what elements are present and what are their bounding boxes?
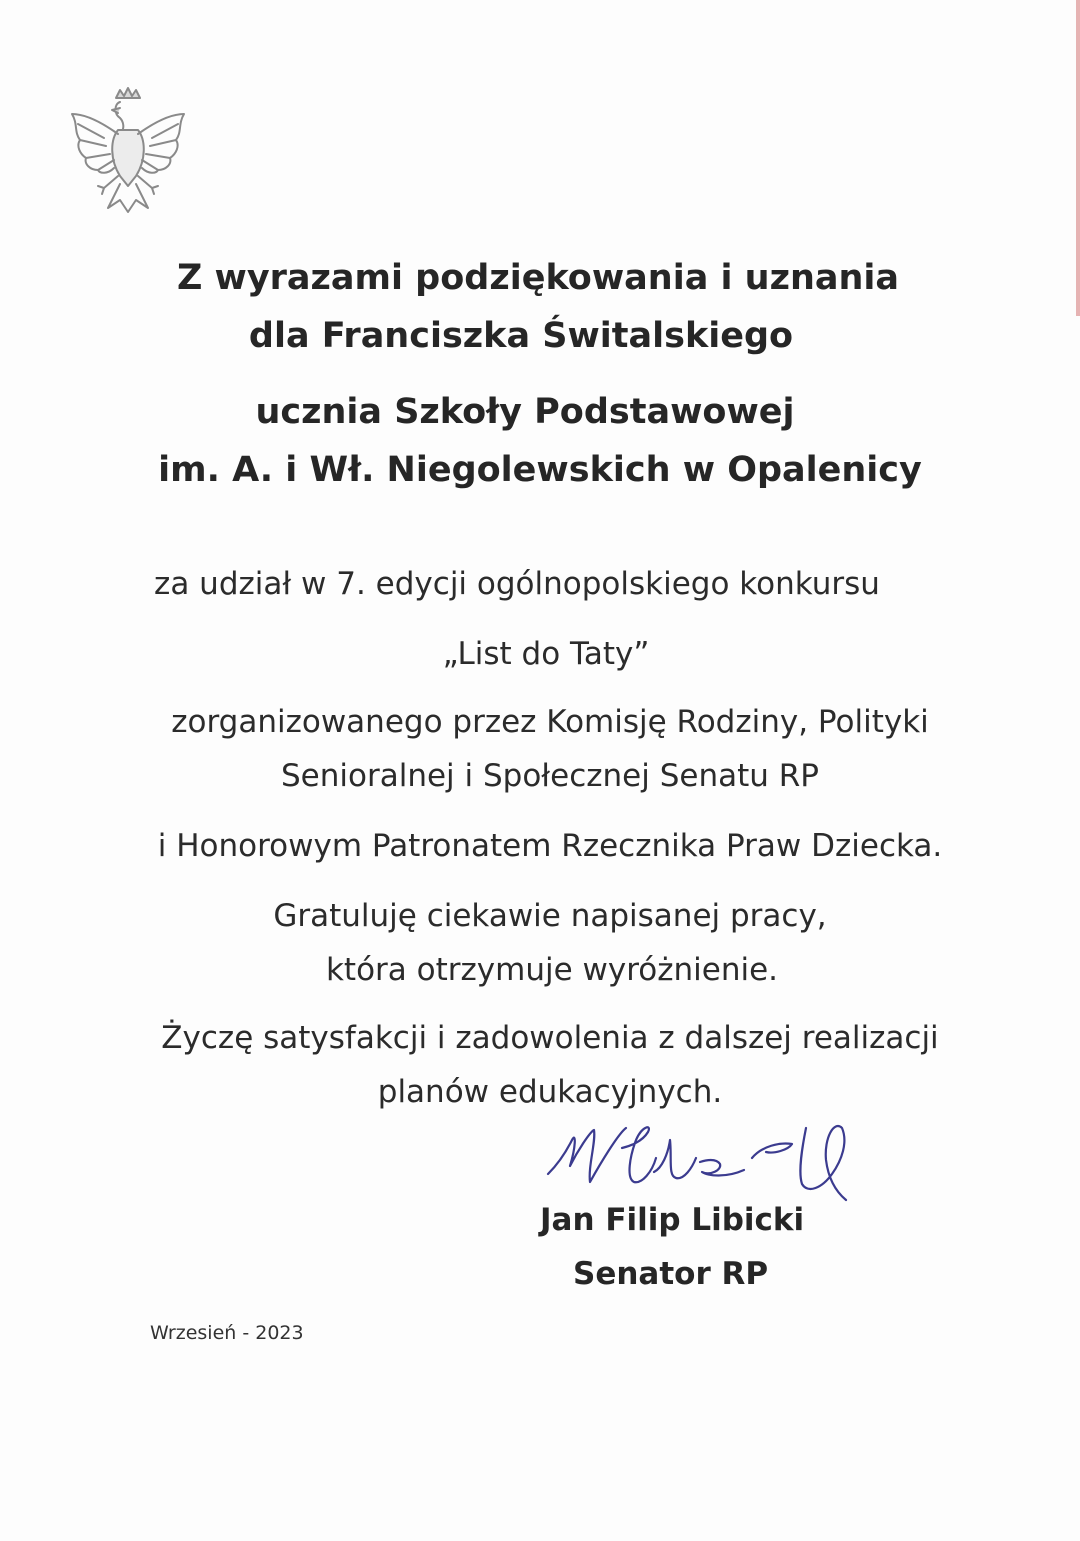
heading-recipient: dla Franciszka Świtalskiego — [248, 316, 794, 356]
contest-name: „List do Taty” — [442, 636, 650, 672]
patronage-text: i Honorowym Patronatem Rzecznika Praw Dziecka. — [157, 828, 943, 864]
organizer-line-2: Senioralnej i Społecznej Senatu RP — [281, 758, 819, 794]
polish-eagle-emblem-icon — [64, 84, 188, 216]
heading-school-line-1: ucznia Szkoły Podstawowej — [255, 392, 795, 432]
signer-name: Jan Filip Libicki — [540, 1202, 805, 1238]
organizer-line-1: zorganizowanego przez Komisję Rodziny, Polityki — [171, 704, 929, 740]
wish-line-2: planów edukacyjnych. — [377, 1074, 723, 1110]
signer-title: Senator RP — [573, 1256, 769, 1292]
document-date: Wrzesień - 2023 — [150, 1322, 304, 1344]
participation-text: za udział w 7. edycji ogólnopolskiego konkursu — [154, 566, 880, 602]
wish-line-1: Życzę satysfakcji i zadowolenia z dalszej realizacji — [161, 1020, 939, 1056]
congrats-line-2: która otrzymuje wyróżnienie. — [325, 952, 779, 988]
heading-school-line-2: im. A. i Wł. Niegolewskich w Opalenicy — [158, 450, 922, 490]
congrats-line-1: Gratuluję ciekawie napisanej pracy, — [273, 898, 827, 934]
heading-line-1: Z wyrazami podziękowania i uznania — [176, 258, 900, 298]
